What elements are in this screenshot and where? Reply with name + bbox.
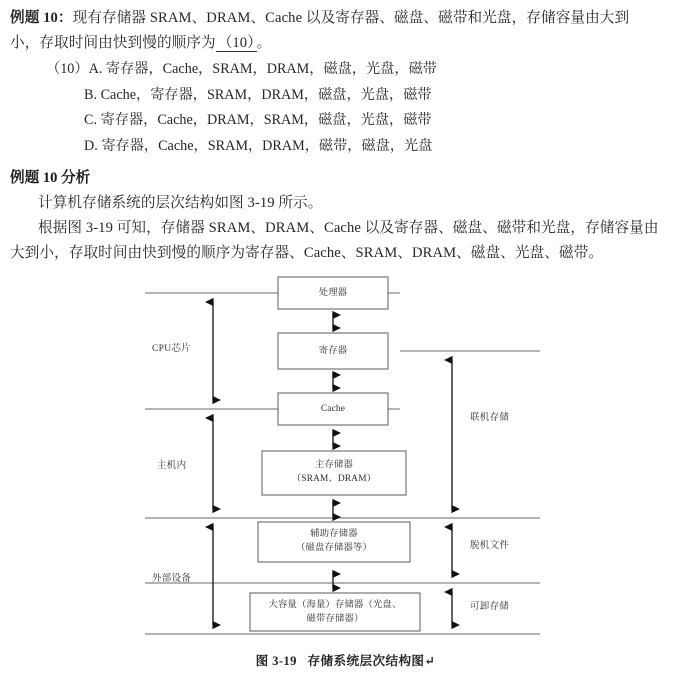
document-body	[0, 0, 691, 266]
option-row-d[interactable]	[10, 134, 677, 160]
box-mass-storage-label-line1: 大容量（海量）存储器（光盘、	[268, 600, 402, 610]
label-external-devices: 外部设备	[152, 574, 192, 584]
label-host-inside: 主机内	[157, 461, 187, 471]
label-offline-files: 脱机文件	[470, 541, 510, 551]
analysis-title: 例题 10 分析	[10, 170, 91, 186]
question-stem-line2-pre: 小，存取时间由快到慢的顺序为	[10, 35, 216, 51]
memory-hierarchy-figure	[0, 272, 691, 672]
option-letter-d: D.	[84, 137, 98, 154]
figure-svg	[0, 272, 691, 672]
question-stem	[10, 6, 677, 31]
question-stem-line2	[10, 31, 677, 56]
question-label: 例题 10：	[10, 10, 73, 26]
question-stem-line2-post: 。	[256, 35, 272, 51]
box-aux-storage-label-line1: 辅助存储器	[310, 529, 358, 539]
analysis-line1: 计算机存储系统的层次结构如图 3-19 所示。	[38, 195, 323, 211]
box-aux-storage-label-line2: （磁盘存储器等）	[296, 543, 372, 553]
label-cpu-chip: CPU芯片	[152, 344, 191, 354]
figure-caption-text: 存储系统层次结构图↵	[307, 654, 436, 668]
option-text-d: 寄存器，Cache，SRAM，DRAM，磁带，磁盘，光盘	[101, 137, 433, 154]
option-text-b: Cache，寄存器，SRAM，DRAM，磁盘，光盘，磁带	[100, 86, 432, 103]
label-removable-storage: 可卸存储	[470, 602, 510, 612]
box-cache-label: Cache	[320, 404, 346, 414]
box-register-label: 寄存器	[318, 346, 348, 356]
box-main-memory-label-line2: （SRAM、DRAM）	[291, 474, 377, 484]
box-main-memory-label-line1: 主存储器	[315, 460, 353, 470]
figure-caption-number: 图 3-19	[255, 654, 297, 668]
option-row-b[interactable]	[10, 83, 677, 109]
options-number: （10）	[46, 61, 89, 77]
option-row-c[interactable]	[10, 108, 677, 134]
box-processor-label: 处理器	[318, 288, 348, 298]
analysis-line2: 根据图 3-19 可知，存储器 SRAM、DRAM、Cache 以及寄存器、磁盘、磁带和光盘，存储容量由	[38, 220, 659, 236]
option-letter-a: A.	[88, 61, 103, 77]
options-list	[10, 57, 677, 159]
option-letter-b: B.	[84, 86, 98, 103]
option-text-c: 寄存器，Cache，DRAM，SRAM，磁盘，光盘，磁带	[100, 112, 432, 128]
option-text-a: 寄存器，Cache，SRAM，DRAM，磁盘，光盘，磁带	[105, 61, 437, 77]
label-online-storage: 联机存储	[470, 413, 510, 423]
figure-caption	[0, 650, 691, 669]
question-stem-line1: 现有存储器 SRAM、DRAM、Cache 以及寄存器、磁盘、磁带和光盘，存储容量由大到	[72, 10, 630, 26]
option-letter-c: C.	[84, 112, 98, 128]
answer-blank[interactable]: （10）	[217, 35, 255, 51]
box-mass-storage-label-line2: 磁带存储器）	[306, 614, 364, 624]
analysis-line3: 大到小，存取时间由快到慢的顺序为寄存器、Cache、SRAM、DRAM、磁盘、光盘、磁带。	[10, 245, 604, 261]
option-row-a[interactable]	[10, 57, 677, 83]
